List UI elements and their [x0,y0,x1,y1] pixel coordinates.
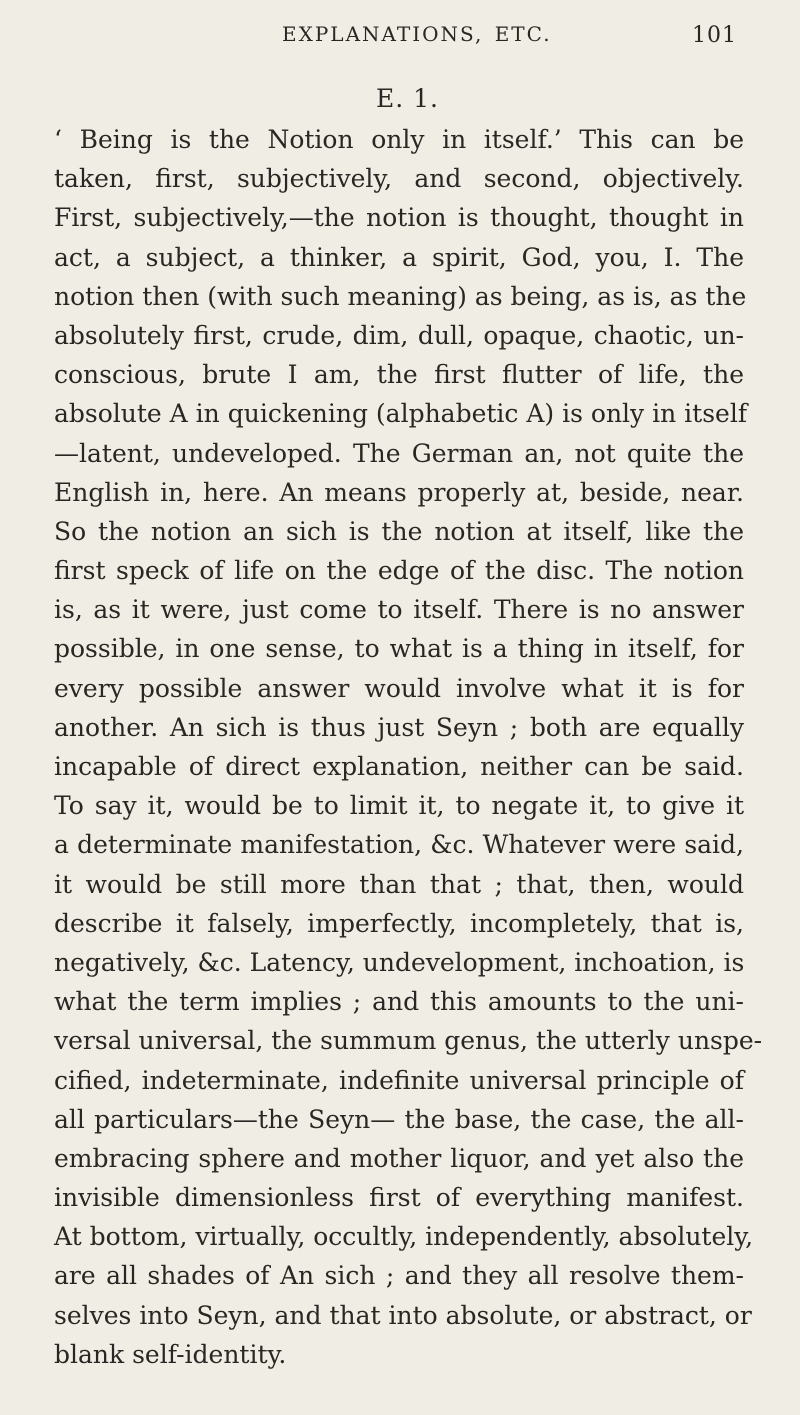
text-line: absolutely first, crude, dim, dull, opaque, chaotic, un- [54,320,744,350]
body-paragraph [54,120,763,1374]
text-line: To say it, would be to limit it, to negate it, to give it [54,791,744,821]
text-line: conscious, brute I am, the first flutter of life, the [54,360,744,390]
text-line: absolute A in quickening (alphabetic A) is only in itself [54,399,748,429]
text-line: a determinate manifestation, &c. Whatever were said, [54,830,744,860]
text-line: invisible dimensionless first of everything manifest. [54,1183,744,1213]
text-line: So the notion an sich is the notion at itself, like the [54,516,744,546]
text-line: are all shades of An sich ; and they all resolve them- [54,1261,744,1291]
page-number: 101 [692,23,737,48]
text-line: describe it falsely, imperfectly, incompletely, that is, [54,908,744,938]
text-line: —latent, undeveloped. The German an, not quite the [54,438,744,468]
text-line: selves into Seyn, and that into absolute, or abstract, or [54,1300,752,1330]
text-line: negatively, &c. Latency, undevelopment, inchoation, is [54,947,745,977]
running-head: EXPLANATIONS, ETC. [282,22,552,46]
text-line: notion then (with such meaning) as being, as is, as the [54,281,747,311]
text-line: blank self-identity. [54,1339,287,1369]
text-line: First, subjectively,—the notion is thought, thought in [54,203,744,233]
text-line: another. An sich is thus just Seyn ; both are equally [54,712,744,742]
text-line: act, a subject, a thinker, a spirit, God, you, I. The [54,242,744,272]
text-line: embracing sphere and mother liquor, and yet also the [54,1143,744,1173]
text-line: every possible answer would involve what it is for [54,673,744,703]
text-line: At bottom, virtually, occultly, independently, absolutely, [54,1222,754,1252]
text-line: taken, first, subjectively, and second, objectively. [54,164,744,194]
section-label: E. 1. [376,84,439,113]
text-line: all particulars—the Seyn— the base, the case, the all- [54,1104,744,1134]
text-line: what the term implies ; and this amounts to the uni- [54,987,744,1017]
text-line: English in, here. An means properly at, beside, near. [54,477,744,507]
text-line: possible, in one sense, to what is a thing in itself, for [54,634,744,664]
text-line: cified, indeterminate, indefinite universal principle of [54,1065,744,1095]
text-line: versal universal, the summum genus, the utterly unspe- [54,1026,763,1056]
text-line: incapable of direct explanation, neither can be said. [54,752,744,781]
text-line: ‘ Being is the Notion only in itself.’ This can be [54,125,744,154]
text-line: it would be still more than that ; that, then, would [54,869,744,899]
text-line: is, as it were, just come to itself. There is no answer [54,595,744,625]
text-line: first speck of life on the edge of the disc. The notion [54,556,744,586]
